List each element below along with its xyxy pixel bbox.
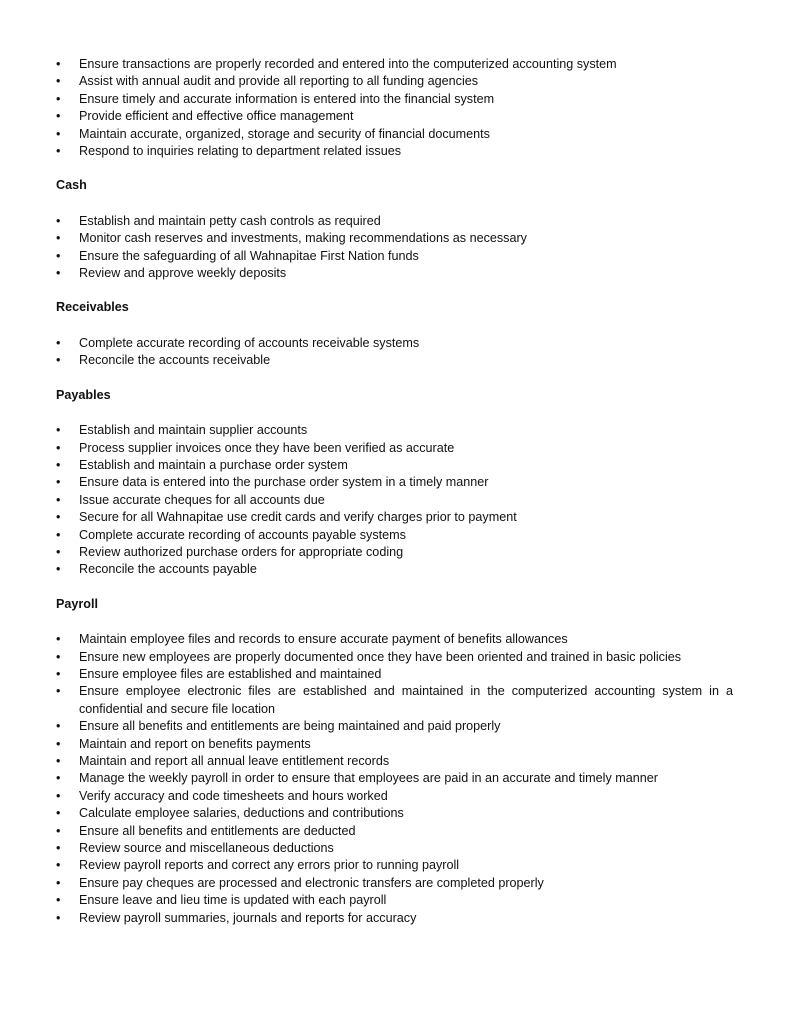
list-item — [56, 857, 733, 874]
bullet: • — [56, 248, 61, 263]
receivables-bullet-list — [56, 335, 733, 370]
bullet: • — [56, 492, 61, 507]
bullet: • — [56, 335, 61, 350]
list-item — [56, 509, 733, 526]
list-item-text: Ensure employee files are established and maintained — [79, 666, 382, 681]
bullet: • — [56, 91, 61, 106]
list-item-text: Manage the weekly payroll in order to ensure that employees are paid in an accurate and timely manner — [79, 771, 658, 786]
list-item-text: Secure for all Wahnapitae use credit cards and verify charges prior to payment — [79, 510, 517, 525]
list-item — [56, 335, 733, 352]
list-item — [56, 736, 733, 753]
list-item — [56, 649, 733, 666]
list-item-text: Reconcile the accounts receivable — [79, 353, 271, 368]
list-item-text: Ensure pay cheques are processed and electronic transfers are completed properly — [79, 875, 544, 890]
bullet: • — [56, 57, 61, 71]
bullet: • — [56, 423, 61, 438]
list-item — [56, 561, 733, 578]
list-item-text: Maintain and report on benefits payments — [79, 736, 311, 751]
list-item-text: Ensure the safeguarding of all Wahnapitae First Nation funds — [79, 248, 419, 263]
bullet: • — [56, 527, 61, 542]
bullet: • — [56, 649, 61, 664]
list-item — [56, 213, 733, 230]
bullet: • — [56, 544, 61, 559]
bullet: • — [56, 754, 61, 768]
bullet: • — [56, 74, 61, 89]
list-item — [56, 544, 733, 561]
bullet: • — [56, 736, 61, 751]
list-item-text: Maintain accurate, organized, storage and security of financial documents — [79, 126, 490, 141]
list-item-text: Ensure leave and lieu time is updated with each payroll — [79, 893, 387, 908]
list-item-text: Ensure timely and accurate information is entered into the financial system — [79, 91, 495, 106]
list-item — [56, 631, 733, 648]
bullet: • — [56, 771, 61, 786]
list-item-text: Ensure new employees are properly documented once they have been oriented and trained in basic policies — [79, 649, 682, 664]
list-item — [56, 875, 733, 892]
list-item — [56, 683, 733, 718]
list-item-text: Process supplier invoices once they have been verified as accurate — [79, 440, 455, 455]
list-item — [56, 805, 733, 822]
payables-bullet-list — [56, 422, 733, 579]
list-item-text: Establish and maintain supplier accounts — [79, 423, 308, 438]
list-item-text: Reconcile the accounts payable — [79, 562, 257, 577]
list-item — [56, 73, 733, 90]
list-item — [56, 527, 733, 544]
cash-bullet-list — [56, 213, 733, 283]
section-heading-payroll: Payroll — [56, 596, 98, 611]
bullet: • — [56, 684, 61, 699]
list-item — [56, 230, 733, 247]
list-item — [56, 126, 733, 143]
bullet: • — [56, 893, 61, 908]
bullet: • — [56, 440, 61, 455]
bullet: • — [56, 823, 61, 838]
bullet: • — [56, 353, 61, 368]
list-item-text: Complete accurate recording of accounts payable systems — [79, 527, 406, 542]
list-item — [56, 422, 733, 439]
list-item-text: Monitor cash reserves and investments, making recommendations as necessary — [79, 231, 527, 246]
payroll-bullet-list — [56, 631, 733, 927]
list-item — [56, 788, 733, 805]
section-heading-receivables: Receivables — [56, 300, 129, 315]
bullet: • — [56, 910, 61, 925]
list-item — [56, 56, 733, 73]
list-item-text: Maintain and report all annual leave entitlement records — [79, 754, 390, 768]
list-item — [56, 753, 733, 770]
list-item-text: Ensure employee electronic files are established and maintained in the computerized accounting system in a confidential and secure file location — [79, 684, 733, 716]
bullet: • — [56, 266, 61, 281]
list-item-text: Ensure data is entered into the purchase order system in a timely manner — [79, 475, 489, 490]
list-item — [56, 265, 733, 282]
bullet: • — [56, 788, 61, 803]
list-item-text: Establish and maintain petty cash controls as required — [79, 213, 381, 228]
bullet: • — [56, 126, 61, 141]
list-item — [56, 474, 733, 491]
list-item-text: Establish and maintain a purchase order system — [79, 457, 348, 472]
bullet: • — [56, 719, 61, 734]
list-item-text: Respond to inquiries relating to department related issues — [79, 144, 402, 159]
bullet: • — [56, 231, 61, 246]
bullet: • — [56, 666, 61, 681]
list-item-text: Ensure transactions are properly recorded and entered into the computerized accounting system — [79, 57, 617, 71]
list-item — [56, 718, 733, 735]
bullet: • — [56, 144, 61, 159]
list-item-text: Ensure all benefits and entitlements are being maintained and paid properly — [79, 719, 501, 734]
list-item-text: Review and approve weekly deposits — [79, 266, 287, 281]
list-item-text: Assist with annual audit and provide all reporting to all funding agencies — [79, 74, 479, 89]
list-item-text: Review payroll summaries, journals and reports for accuracy — [79, 910, 417, 925]
list-item — [56, 143, 733, 160]
bullet: • — [56, 213, 61, 228]
section-heading-cash: Cash — [56, 178, 87, 193]
list-item-text: Review payroll reports and correct any errors prior to running payroll — [79, 858, 460, 873]
bullet: • — [56, 109, 61, 124]
list-item-text: Complete accurate recording of accounts receivable systems — [79, 335, 420, 350]
document-page — [56, 56, 733, 927]
list-item-text: Issue accurate cheques for all accounts due — [79, 492, 325, 507]
bullet: • — [56, 510, 61, 525]
list-item-text: Review source and miscellaneous deductions — [79, 841, 334, 856]
list-item-text: Ensure all benefits and entitlements are deducted — [79, 823, 356, 838]
bullet: • — [56, 475, 61, 490]
bullet: • — [56, 632, 61, 647]
bullet: • — [56, 562, 61, 577]
list-item-text: Calculate employee salaries, deductions and contributions — [79, 806, 404, 821]
list-item — [56, 492, 733, 509]
list-item — [56, 666, 733, 683]
list-item-text: Verify accuracy and code timesheets and hours worked — [79, 788, 388, 803]
list-item-text: Review authorized purchase orders for appropriate coding — [79, 544, 404, 559]
bullet: • — [56, 858, 61, 873]
list-item-text: Provide efficient and effective office management — [79, 109, 354, 124]
list-item — [56, 91, 733, 108]
bullet: • — [56, 841, 61, 856]
intro-bullet-list — [56, 56, 733, 160]
list-item — [56, 457, 733, 474]
bullet: • — [56, 806, 61, 821]
list-item — [56, 892, 733, 909]
list-item — [56, 823, 733, 840]
list-item — [56, 770, 733, 787]
list-item — [56, 840, 733, 857]
list-item — [56, 352, 733, 369]
bullet: • — [56, 457, 61, 472]
list-item-text: Maintain employee files and records to ensure accurate payment of benefits allowances — [79, 632, 568, 647]
list-item — [56, 248, 733, 265]
bullet: • — [56, 875, 61, 890]
section-heading-payables: Payables — [56, 387, 111, 402]
list-item — [56, 108, 733, 125]
list-item — [56, 440, 733, 457]
list-item — [56, 910, 733, 927]
